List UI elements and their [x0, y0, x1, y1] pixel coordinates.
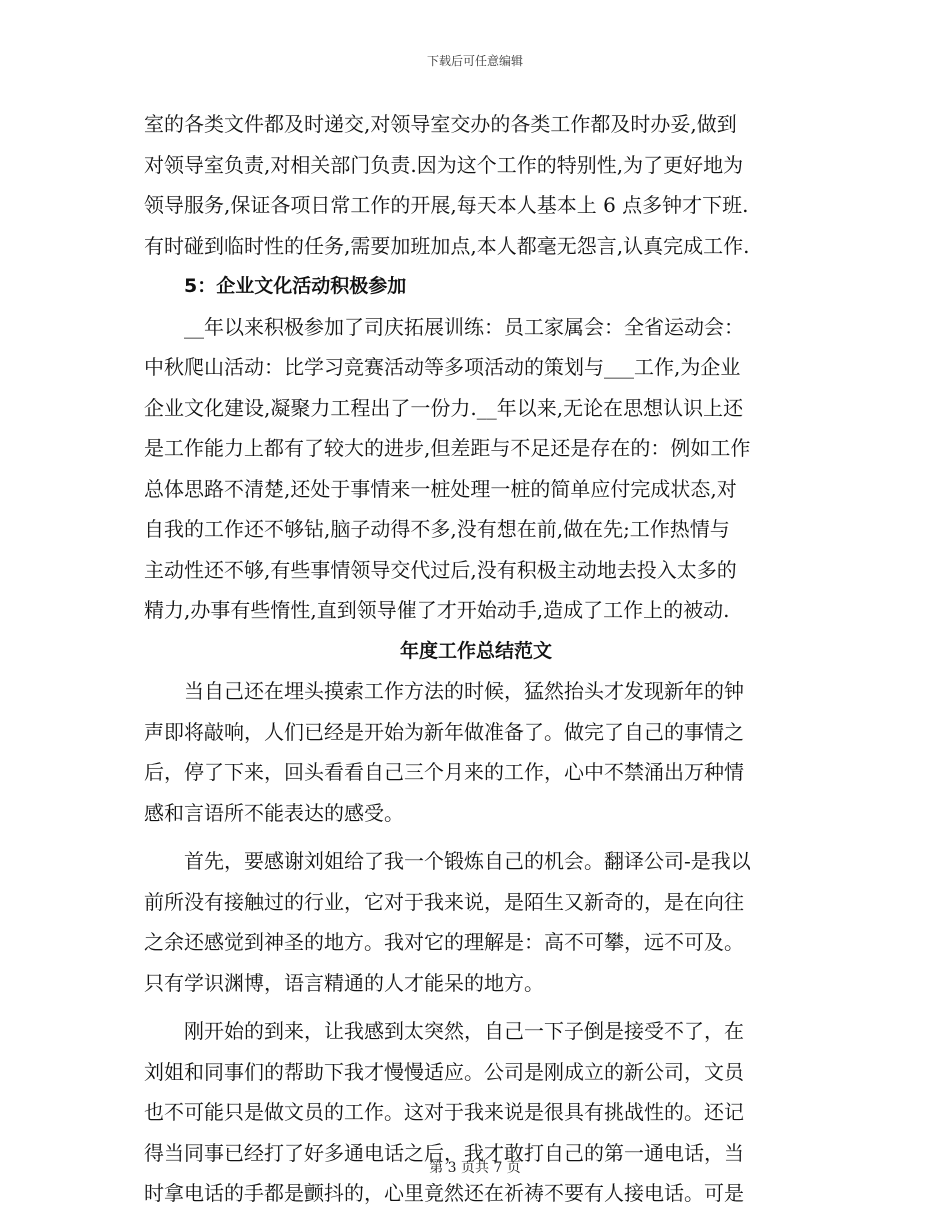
- text-line: 自我的工作还不够钻,脑子动得不多,没有想在前,做在先;工作热情与: [144, 517, 730, 541]
- section-heading: 5：企业文化活动积极参加: [184, 275, 407, 297]
- page-footer: 第 3 页共 7 页: [429, 1160, 521, 1176]
- text-line: 刘姐和同事们的帮助下我才慢慢适应。公司是刚成立的新公司，文员: [144, 1059, 744, 1084]
- text-line: 得当同事已经打了好多通电话之后，我才敢打自己的第一通电话，当: [144, 1140, 744, 1165]
- text-line: 也不可能只是做文员的工作。这对于我来说是很具有挑战性的。还记: [144, 1100, 744, 1124]
- text-line: 总体思路不清楚,还处于事情来一桩处理一桩的简单应付完成状态,对: [144, 476, 737, 501]
- text-line: 是工作能力上都有了较大的进步,但差距与不足还是存在的：例如工作: [144, 436, 751, 460]
- text-line: 声即将敲响，人们已经是开始为新年做准备了。做完了自己的事情之: [144, 719, 744, 744]
- text-line: 主动性还不够,有些事情领导交代过后,没有积极主动地去投入太多的: [144, 557, 737, 582]
- text-line: 有时碰到临时性的任务,需要加班加点,本人都毫无怨言,认真完成工作.: [144, 233, 750, 258]
- text-line: 当自己还在埋头摸索工作方法的时候，猛然抬头才发现新年的钟: [184, 679, 744, 703]
- text-line: 企业文化建设,凝聚力工程出了一份力.__年以来,无论在思想认识上还: [144, 395, 744, 420]
- text-line: 精力,办事有些惰性,直到领导催了才开始动手,造成了工作上的被动.: [144, 598, 730, 622]
- text-line: 后，停了下来，回头看看自己三个月来的工作，心中不禁涌出万种情: [144, 760, 744, 784]
- document-body: [144, 104, 808, 1214]
- paragraph-gap: [144, 833, 808, 841]
- text-line: 对领导室负责,对相关部门负责.因为这个工作的特别性,为了更好地为: [144, 152, 744, 177]
- text-line: 中秋爬山活动：比学习竞赛活动等多项活动的策划与___工作,为企业: [144, 355, 741, 379]
- text-line: 前所没有接触过的行业，它对于我来说，是陌生又新奇的，是在向往: [144, 889, 744, 914]
- text-line: 室的各类文件都及时递交,对领导室交办的各类工作都及时办妥,做到: [144, 112, 737, 136]
- text-line: 时拿电话的手都是颤抖的，心里竟然还在祈祷不要有人接电话。可是: [144, 1181, 744, 1205]
- text-line: __年以来积极参加了司庆拓展训练：员工家属会：全省运动会：: [184, 314, 744, 339]
- text-line: 首先，要感谢刘姐给了我一个锻炼自己的机会。翻译公司-是我以: [184, 849, 751, 873]
- text-line: 刚开始的到来，让我感到太突然，自己一下子倒是接受不了，在: [184, 1019, 744, 1043]
- text-line: 只有学识渊博，语言精通的人才能呆的地方。: [144, 970, 544, 995]
- page-header: 下载后可任意编辑: [426, 54, 523, 68]
- text-line: 之余还感觉到神圣的地方。我对它的理解是：高不可攀，远不可及。: [144, 930, 744, 954]
- text-line: 感和言语所不能表达的感受。: [144, 800, 404, 825]
- paragraph-gap: [144, 1003, 808, 1011]
- article-title: 年度工作总结范文: [399, 639, 552, 662]
- text-line: 领导服务,保证各项日常工作的开展,每天本人基本上 6 点多钟才下班.: [144, 193, 749, 217]
